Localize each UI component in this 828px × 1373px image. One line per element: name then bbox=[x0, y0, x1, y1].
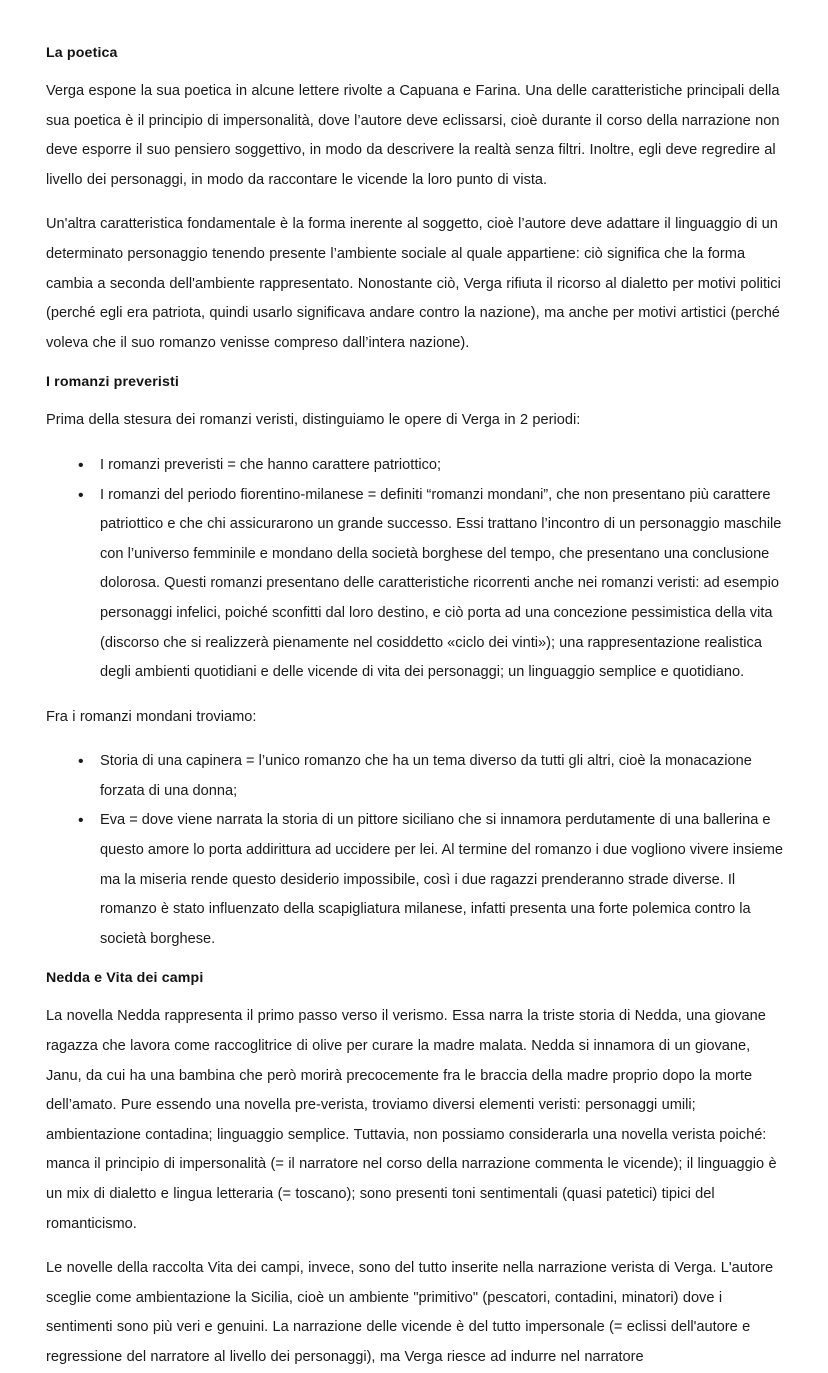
paragraph-poetica-2: Un'altra caratteristica fondamentale è la forma inerente al soggetto, cioè l’autore deve adattare il linguaggio di un determinato personaggio tenendo presente l’ambiente sociale al quale appartiene: ciò significa che la forma cambia a seconda dell'ambiente rappresentato. Nonostante ciò, Verga rifiuta il ricorso al dialetto per motivi politici (perché egli era patriota, quindi usarlo significava andare contro la nazione), ma anche per motivi artistici (perché voleva che il suo romanzo venisse compreso dall’intera nazione). bbox=[46, 216, 781, 351]
bullet-list-periodi bbox=[46, 451, 788, 688]
paragraph-preveristi-intro: Prima della stesura dei romanzi veristi, distinguiamo le opere di Verga in 2 periodi: bbox=[46, 412, 581, 429]
section-heading-la-poetica: La poetica bbox=[46, 45, 118, 61]
bullet-icon: • bbox=[78, 753, 84, 771]
bullet-list-romanzi-mondani bbox=[46, 747, 788, 954]
section-heading-romanzi-preveristi: I romanzi preveristi bbox=[46, 374, 179, 391]
document-body bbox=[46, 44, 788, 1373]
list-item bbox=[46, 747, 788, 806]
list-item-text: I romanzi preveristi = che hanno carattere patriottico; bbox=[100, 456, 442, 473]
list-item bbox=[46, 481, 788, 688]
list-item-text: Storia di una capinera = l’unico romanzo che ha un tema diverso da tutti gli altri, cioè la monacazione forzata di una donna; bbox=[100, 753, 752, 799]
paragraph-vita-dei-campi: Le novelle della raccolta Vita dei campi, invece, sono del tutto inserite nella narrazione verista di Verga. L'autore sceglie come ambientazione la Sicilia, cioè un ambiente "primitivo" (pescatori, contadini, minatori) dove i sentimenti sono più veri e genuini. La narrazione delle vicende è del tutto impersonale (= eclissi dell'autore e regressione del narratore al livello dei personaggi), ma Verga riesce ad indurre nel narratore bbox=[46, 1260, 774, 1365]
bullet-icon: • bbox=[78, 486, 84, 504]
bullet-icon: • bbox=[78, 456, 84, 474]
bullet-icon: • bbox=[78, 812, 84, 830]
list-item bbox=[46, 806, 788, 954]
list-item bbox=[46, 451, 788, 481]
paragraph-poetica-1: Verga espone la sua poetica in alcune lettere rivolte a Capuana e Farina. Una delle caratteristiche principali della sua poetica è il principio di impersonalità, dove l’autore deve eclissarsi, cioè durante il corso della narrazione non deve esporre il suo pensiero soggettivo, in modo da descrivere la realtà senza filtri. Inoltre, egli deve regredire al livello dei personaggi, in modo da raccontare le vicende la loro punto di vista. bbox=[46, 83, 780, 188]
paragraph-romanzi-mondani-intro: Fra i romanzi mondani troviamo: bbox=[46, 708, 257, 725]
paragraph-nedda-1: La novella Nedda rappresenta il primo passo verso il verismo. Essa narra la triste storia di Nedda, una giovane ragazza che lavora come raccoglitrice di olive per curare la madre malata. Nedda si innamora di un giovane, Janu, da cui ha una bambina che però morirà precocemente fra le braccia della madre proprio dopo la morte dell’amato. Pure essendo una novella pre-verista, troviamo diversi elementi veristi: personaggi umili; ambientazione contadina; linguaggio semplice. Tuttavia, non possiamo considerarla una novella verista poiché: manca il principio di impersonalità (= il narratore nel corso della narrazione commenta le vicende); il linguaggio è un mix di dialetto e lingua letteraria (= toscano); sono presenti toni sentimentali (quasi patetici) tipici del romanticismo. bbox=[46, 1008, 777, 1232]
section-heading-nedda-vita-dei-campi: Nedda e Vita dei campi bbox=[46, 970, 204, 987]
list-item-text: I romanzi del periodo fiorentino-milanese = definiti “romanzi mondani”, che non presentano più carattere patriottico e che chi assicurarono un grande successo. Essi trattano l’incontro di un personaggio maschile con l’universo femminile e mondano della società borghese del tempo, che presentano una conclusione dolorosa. Questi romanzi presentano delle caratteristiche ricorrenti anche nei romanzi veristi: ad esempio personaggi infelici, poiché sconfitti dal loro destino, e ciò porta ad una concezione pessimistica della vita (discorso che si realizzerà pienamente nel cosiddetto «ciclo dei vinti»); una rappresentazione realistica degli ambienti quotidiani e delle vicende di vita dei personaggi; un linguaggio semplice e quotidiano. bbox=[100, 486, 782, 681]
list-item-text: Eva = dove viene narrata la storia di un pittore siciliano che si innamora perdutamente di una ballerina e questo amore lo porta addirittura ad uccidere per lei. Al termine del romanzo i due vogliono vivere insieme ma la miseria rende questo desiderio impossibile, così i due ragazzi prenderanno strade diverse. Il romanzo è stato influenzato della scapigliatura milanese, infatti presenta una forte polemica contro la società borghese. bbox=[100, 812, 784, 947]
